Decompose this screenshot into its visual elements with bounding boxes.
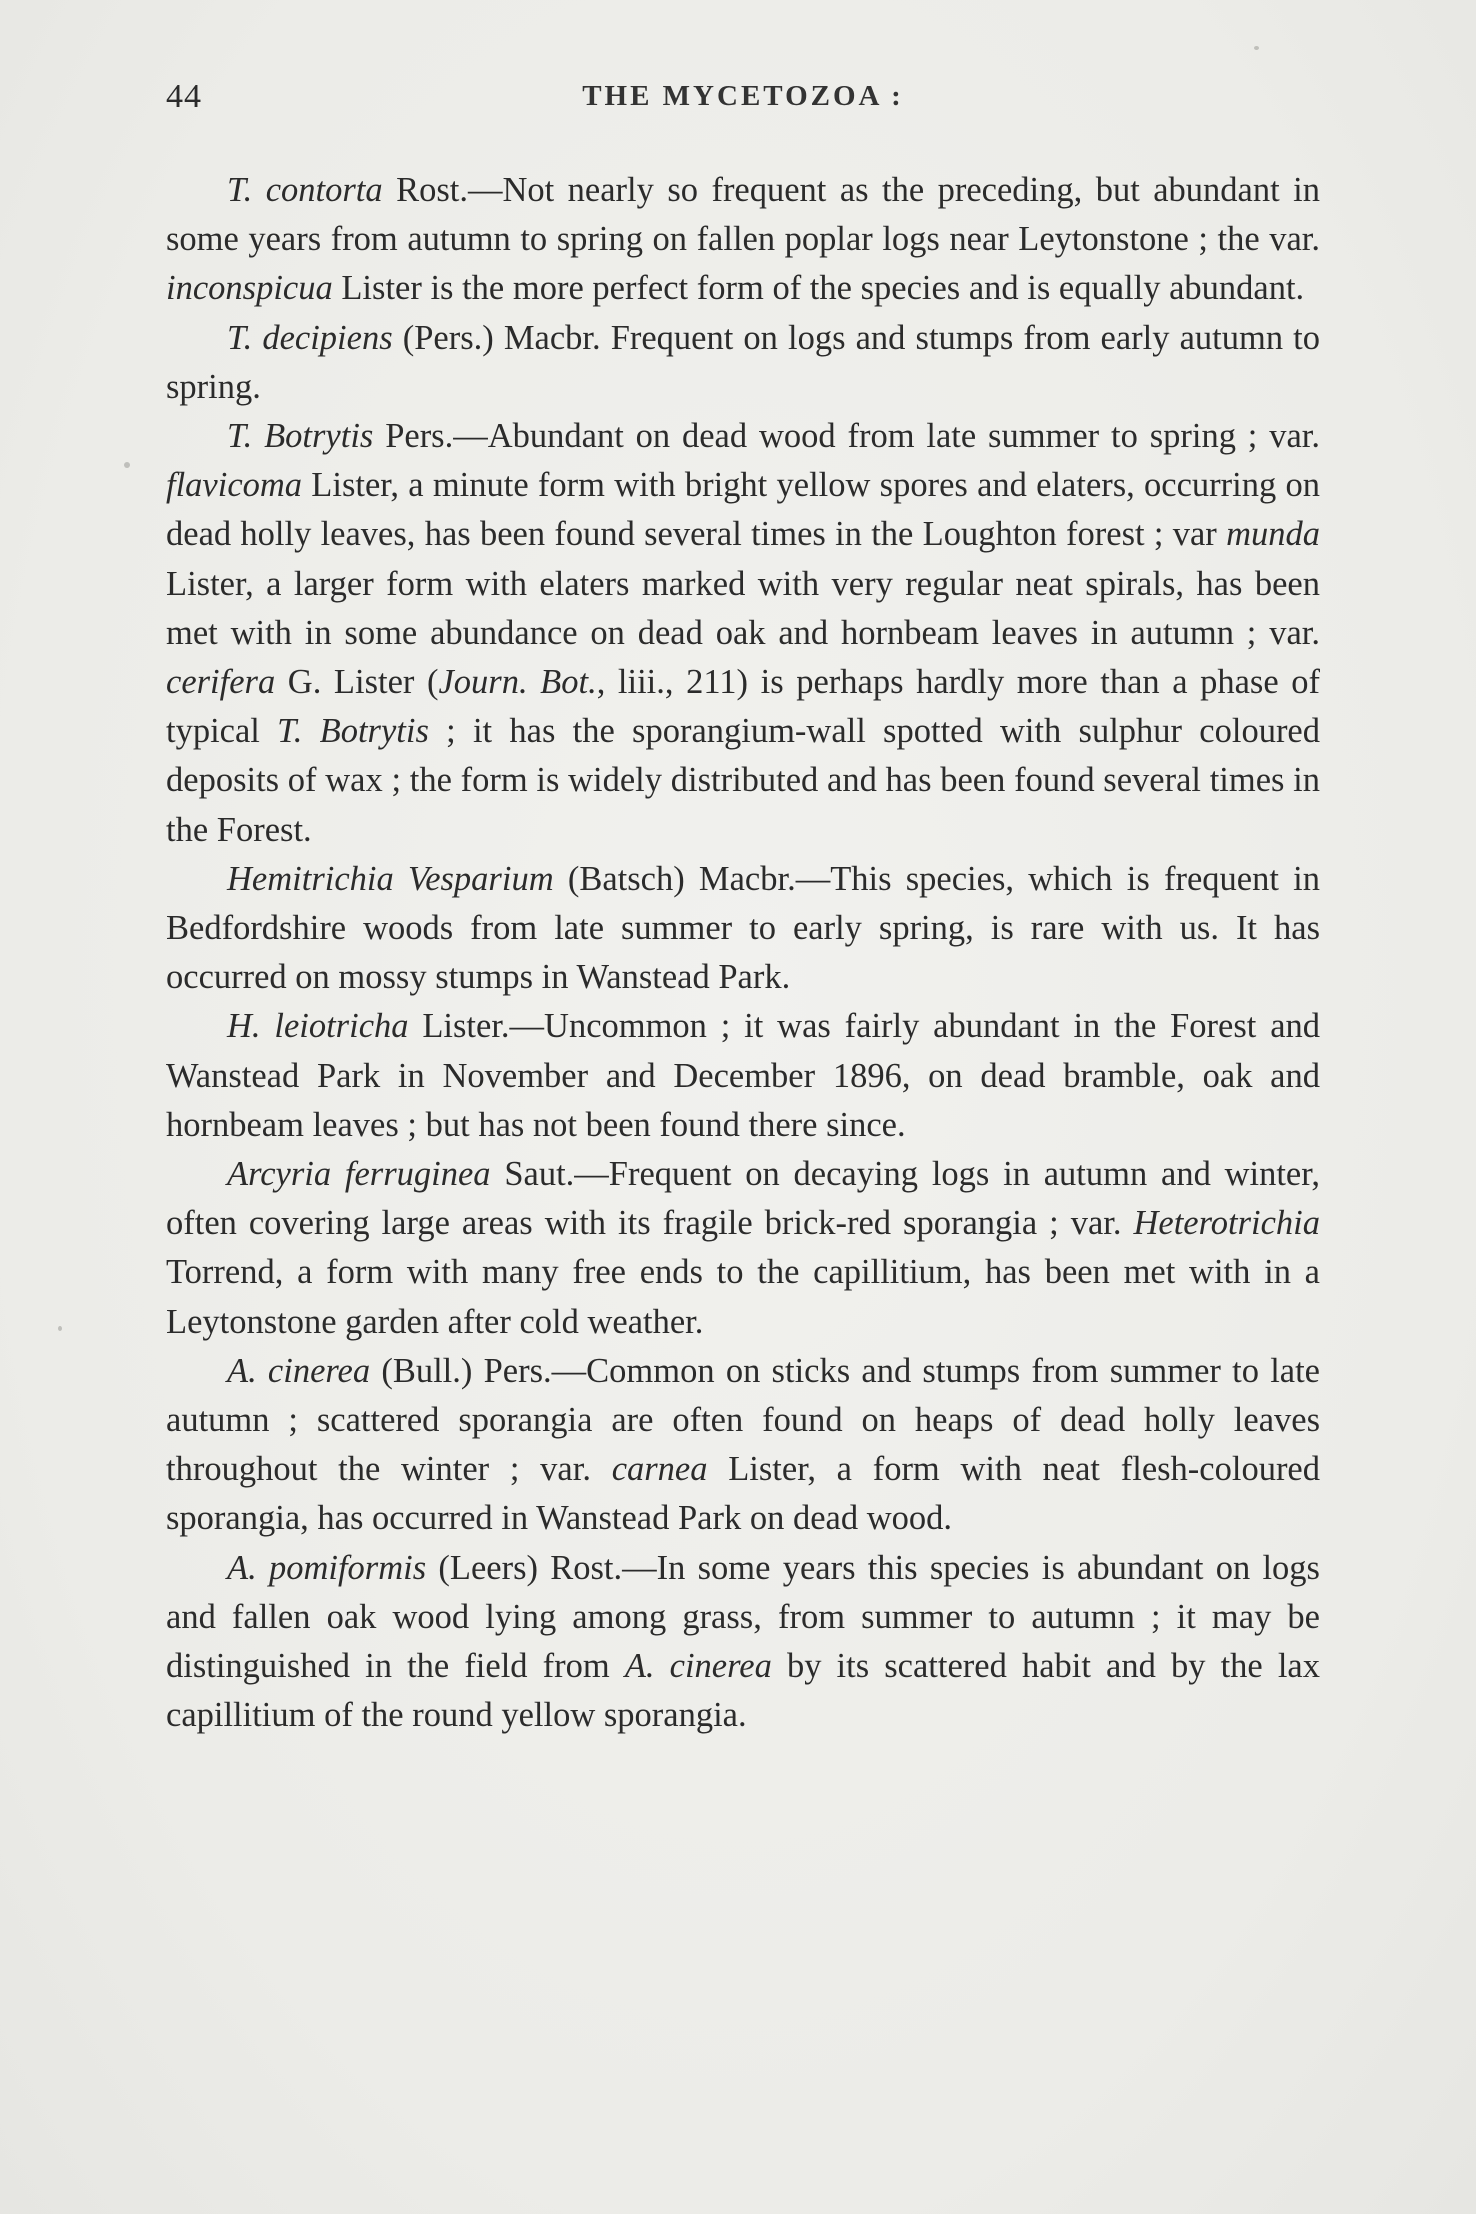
entry-text: Torrend, a form with many free ends to the capillitium, has been met with in a Leytonstone garden after cold weather. [166,1253,1320,1341]
variety-name: Heterotrichia [1133,1204,1320,1243]
entry-hemitrichia-leiotricha [166,1002,1320,1150]
journal-citation: Journ. Bot. [438,663,597,702]
body-text [166,166,1320,1741]
ink-speck [58,1326,62,1331]
entry-text: (Leers) Rost.—In some years this species is abundant on logs and fallen oak wood lying among grass, from summer to autumn ; it may be distinguished in the field from [166,1548,1320,1686]
page-number: 44 [166,78,202,115]
variety-name: carnea [611,1450,708,1489]
species-name: T. decipiens [227,318,393,357]
species-name: A. pomiformis [227,1548,427,1587]
species-name: T. contorta [227,171,383,209]
variety-name: flavicoma [166,466,303,505]
entry-text: Lister, a minute form with bright yellow spores and elaters, occurring on dead holly leaves, has been found several times in the Loughton forest ; var [166,466,1320,554]
running-title: THE MYCETOZOA : [582,80,904,112]
entry-text: (Bull.) Pers.—Common on sticks and stumps from summer to late autumn ; scattered sporangia are often found on heaps of dead holly leaves throughout the winter ; var. [166,1351,1320,1489]
entry-arcyria-cinerea [166,1347,1320,1544]
species-name: Hemitrichia Vesparium [227,859,554,898]
entry-text: Saut.—Frequent on decaying logs in autumn and winter, often covering large areas with its fragile brick-red sporangia ; var. [166,1155,1320,1243]
variety-name: cerifera [166,663,276,702]
entry-text: (Batsch) Macbr.—This species, which is frequent in Bedfordshire woods from late summer to early spring, is rare with us. It has occurred on mossy stumps in Wanstead Park. [166,859,1320,997]
species-name: A. cinerea [227,1351,371,1390]
species-name: T. Botrytis [277,712,429,751]
entry-text: G. Lister ( [275,663,439,702]
entry-trichia-contorta [166,166,1320,314]
species-name: T. Botrytis [227,417,374,456]
entry-text: (Pers.) Macbr. Frequent on logs and stumps from early autumn to spring. [166,318,1321,406]
entry-text: ; it has the sporangium-wall spotted with sulphur coloured deposits of wax ; the form is widely distributed and has been found several times in the Forest. [166,712,1320,849]
entry-text: by its scattered habit and by the lax capillitium of the round yellow sporangia. [166,1647,1320,1735]
variety-name: munda [1226,515,1320,554]
ink-speck [124,462,130,468]
entry-text: Rost.—Not nearly so frequent as the preceding, but abundant in some years from autumn to spring on fallen poplar logs near Leytonstone ; the var. [166,171,1320,259]
entry-text: Lister is the more perfect form of the species and is equally abundant. [332,269,1305,308]
species-name: H. leiotricha [227,1007,409,1046]
entry-text: Lister, a form with neat flesh-coloured sporangia, has occurred in Wanstead Park on dead wood. [166,1450,1320,1538]
page-header [166,78,1320,126]
entry-trichia-botrytis [166,412,1320,855]
species-name: Arcyria ferruginea [227,1155,491,1194]
entry-trichia-decipiens [166,314,1320,412]
entry-text: , liii., 211) is perhaps hardly more than a phase of typical [166,663,1320,751]
species-name: A. cinerea [624,1647,772,1686]
entry-arcyria-pomiformis [166,1544,1320,1741]
entry-arcyria-ferruginea [166,1150,1320,1347]
entry-text: Lister, a larger form with elaters marked with very regular neat spirals, has been met with in some abundance on dead oak and hornbeam leaves in autumn ; var. [166,564,1320,652]
entry-hemitrichia-vesparium [166,855,1320,1003]
ink-speck [1254,46,1259,50]
entry-text: Lister.—Uncommon ; it was fairly abundant in the Forest and Wanstead Park in November and December 1896, on dead bramble, oak and hornbeam leaves ; but has not been found there since. [166,1007,1321,1144]
variety-name: inconspicua [166,269,333,308]
entry-text: Pers.—Abundant on dead wood from late summer to spring ; var. [373,417,1320,456]
